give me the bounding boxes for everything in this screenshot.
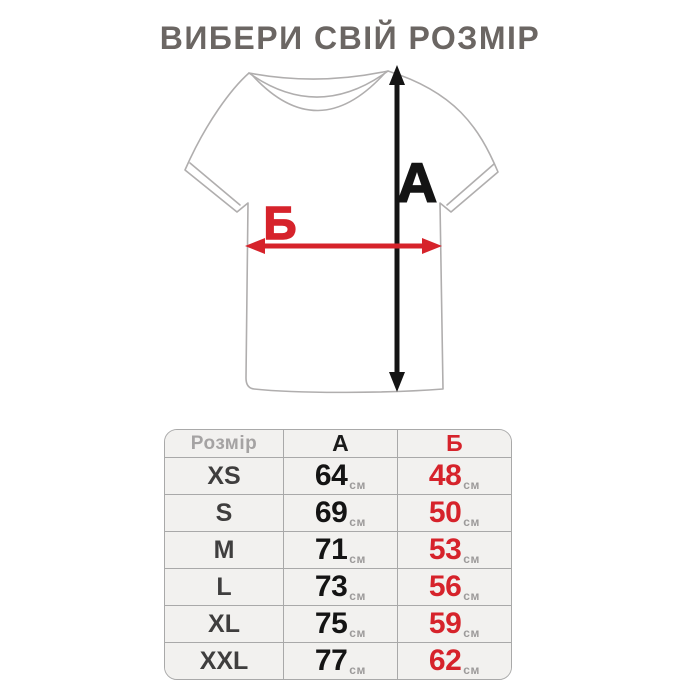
- unit-label: см: [349, 663, 366, 677]
- unit-label: см: [349, 478, 366, 492]
- b-value-cell: [397, 643, 511, 680]
- b-value: 50: [428, 496, 462, 529]
- col-header-size: Розмір: [165, 430, 284, 458]
- unit-label: см: [463, 663, 480, 677]
- a-value-cell: [284, 532, 398, 569]
- a-value-cell: [284, 643, 398, 680]
- a-value: 75: [314, 607, 348, 640]
- a-value: 73: [314, 570, 348, 603]
- b-value: 48: [428, 459, 462, 492]
- unit-label: см: [349, 589, 366, 603]
- size-label: S: [165, 495, 284, 532]
- b-value-cell: [397, 495, 511, 532]
- a-value-cell: [284, 569, 398, 606]
- table-row-xs: [165, 458, 511, 495]
- table-row-m: [165, 532, 511, 569]
- unit-label: см: [349, 552, 366, 566]
- b-value: 59: [428, 607, 462, 640]
- height-arrow-label: А: [396, 151, 438, 214]
- col-header-b: Б: [397, 430, 511, 458]
- unit-label: см: [349, 515, 366, 529]
- a-value: 77: [314, 644, 348, 677]
- b-value-cell: [397, 458, 511, 495]
- unit-label: см: [463, 626, 480, 640]
- tshirt-body-shape: [185, 71, 498, 392]
- size-table: [164, 429, 512, 680]
- unit-label: см: [463, 589, 480, 603]
- a-value-cell: [284, 495, 398, 532]
- size-label: XL: [165, 606, 284, 643]
- table-row-s: [165, 495, 511, 532]
- size-label: M: [165, 532, 284, 569]
- col-header-a: А: [284, 430, 398, 458]
- table-row-xxl: [165, 643, 511, 680]
- b-value-cell: [397, 606, 511, 643]
- table-header-row: [165, 430, 511, 458]
- size-label: XXL: [165, 643, 284, 680]
- b-value: 53: [428, 533, 462, 566]
- width-arrow-label: Б: [263, 197, 297, 249]
- table-row-l: [165, 569, 511, 606]
- a-value: 69: [314, 496, 348, 529]
- unit-label: см: [349, 626, 366, 640]
- unit-label: см: [463, 552, 480, 566]
- table-row-xl: [165, 606, 511, 643]
- unit-label: см: [463, 478, 480, 492]
- a-value-cell: [284, 458, 398, 495]
- page-title: ВИБЕРИ СВІЙ РОЗМІР: [159, 20, 541, 56]
- unit-label: см: [463, 515, 480, 529]
- b-value: 62: [428, 644, 462, 677]
- tshirt-outline: [185, 71, 498, 392]
- b-value-cell: [397, 569, 511, 606]
- b-value: 56: [428, 570, 462, 603]
- a-value: 71: [314, 533, 348, 566]
- size-label: L: [165, 569, 284, 606]
- b-value-cell: [397, 532, 511, 569]
- a-value-cell: [284, 606, 398, 643]
- a-value: 64: [314, 459, 348, 492]
- size-label: XS: [165, 458, 284, 495]
